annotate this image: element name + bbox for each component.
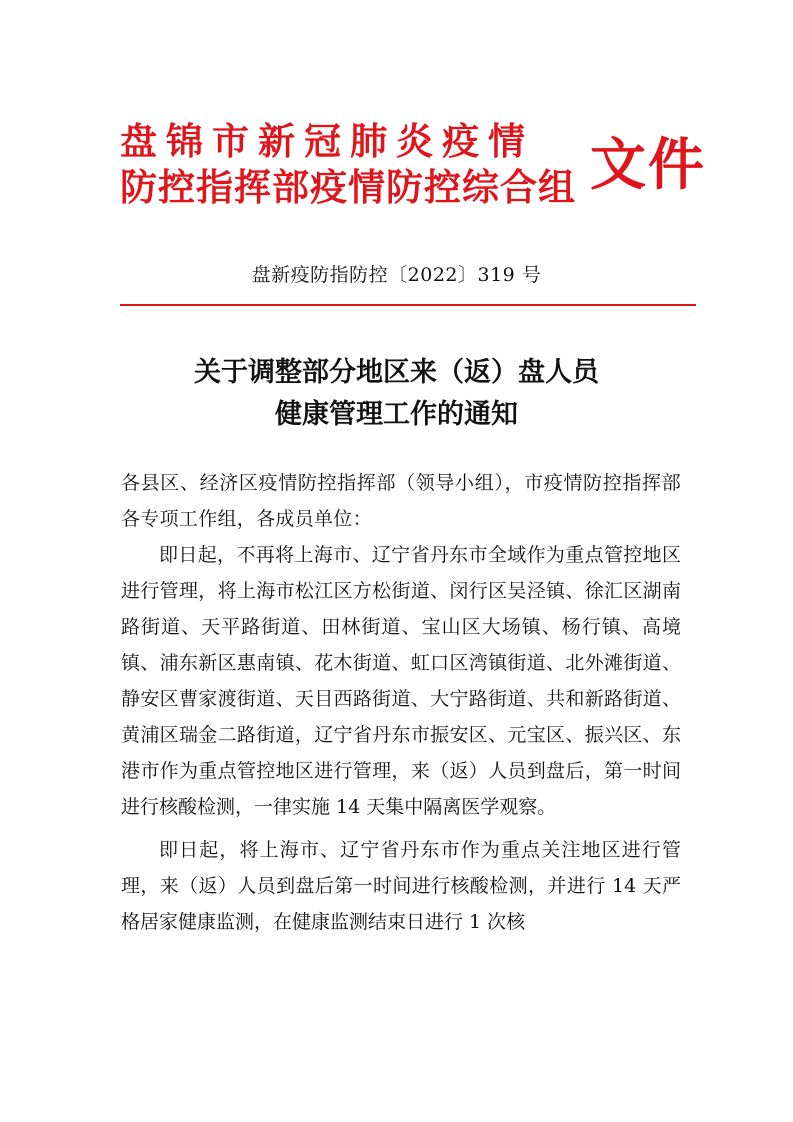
body-paragraph-2: 即日起，将上海市、辽宁省丹东市作为重点关注地区进行管理，来（返）人员到盘后第一时间进行核酸检测，并进行 14 天严格居家健康监测，在健康监测结束日进行 1 次核 bbox=[121, 839, 681, 933]
document-body bbox=[121, 465, 681, 940]
addressee: 各县区、经济区疫情防控指挥部（领导小组），市疫情防控指挥部各专项工作组，各成员单位： bbox=[121, 472, 681, 530]
title-line-2: 健康管理工作的通知 bbox=[275, 399, 518, 430]
issuer-name bbox=[120, 118, 590, 210]
issuer-name-line-1: 盘锦市新冠肺炎疫情 bbox=[120, 119, 534, 163]
red-divider-line bbox=[120, 304, 696, 306]
issuer-name-line-2: 防控指挥部疫情防控综合组 bbox=[120, 165, 576, 209]
issuer-header bbox=[120, 118, 706, 218]
document-number: 盘新疫防指防控〔2022〕319 号 bbox=[251, 264, 542, 286]
title-line-1: 关于调整部分地区来（返）盘人员 bbox=[194, 357, 599, 388]
paragraph-spacer bbox=[121, 825, 681, 832]
body-paragraph-1: 即日起，不再将上海市、辽宁省丹东市全域作为重点管控地区进行管理，将上海市松江区方松街道、闵行区吴泾镇、徐汇区湖南路街道、天平路街道、田林街道、宝山区大场镇、杨行镇、高境镇、浦东新区惠南镇、花木街道、虹口区湾镇街道、北外滩街道、静安区曹家渡街道、天目西路街道、大宁路街道、共和新路街道、黄浦区瑞金二路街道，辽宁省丹东市振安区、元宝区、振兴区、东港市作为重点管控地区进行管理，来（返）人员到盘后，第一时间进行核酸检测，一律实施 14 天集中隔离医学观察。 bbox=[121, 544, 681, 818]
document-title bbox=[0, 352, 793, 436]
issuer-document-label: 文件 bbox=[590, 132, 706, 198]
